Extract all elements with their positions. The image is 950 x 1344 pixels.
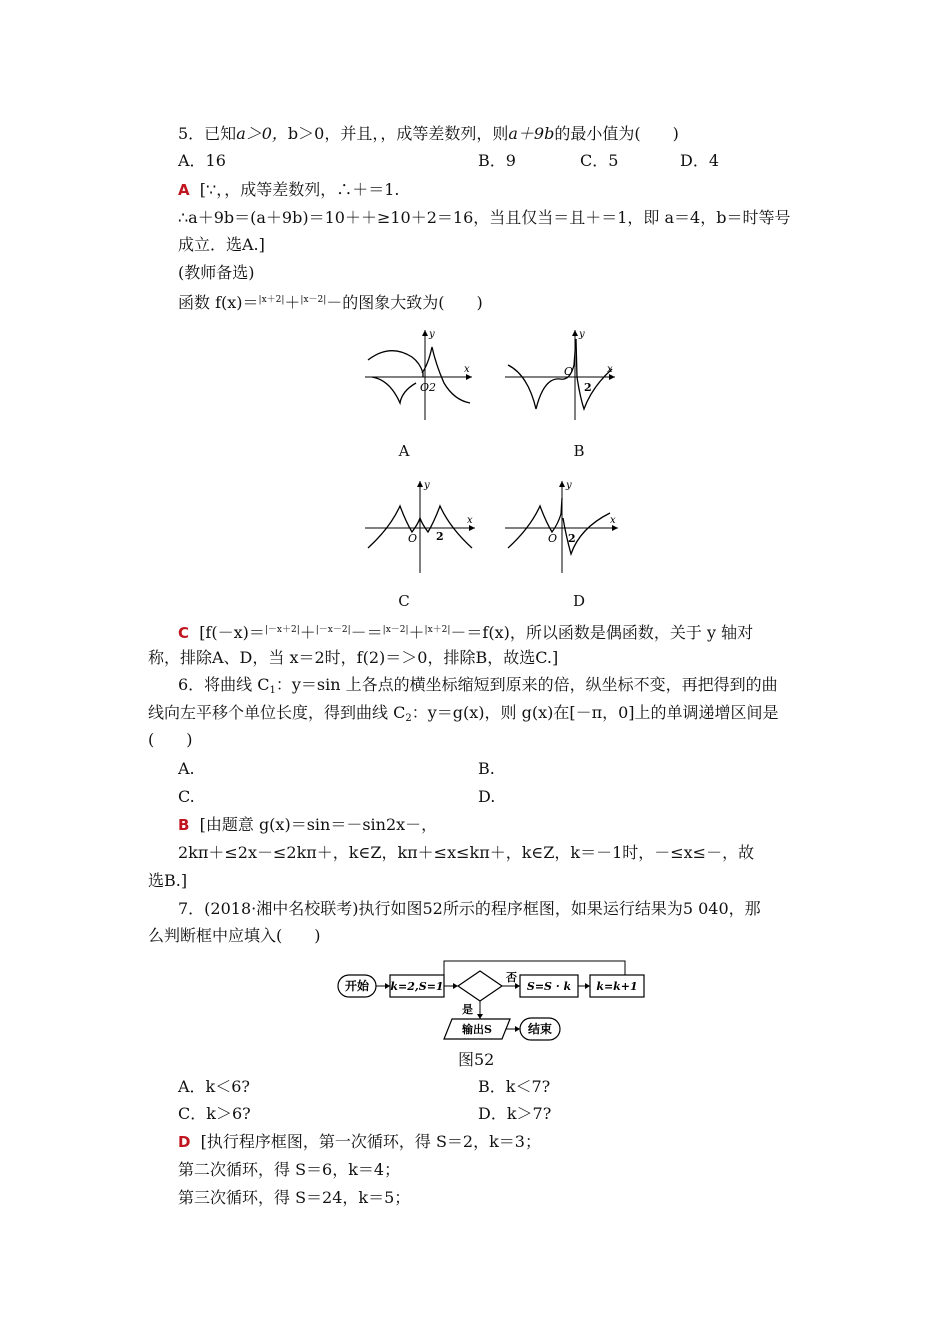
q6-option-d: D. xyxy=(478,787,496,806)
q5-stem: 5．已知a＞0，b＞0，并且，，成等差数列，则a＋9b的最小值为( ) xyxy=(178,124,679,143)
teacher-tag: (教师备选) xyxy=(178,263,255,282)
teacher-stem: 函数 f(x)＝$^{|x+2|}$＋$^{|x-2|}$－的图象大致为( ) xyxy=(178,293,483,312)
svg-text:2: 2 xyxy=(568,532,576,545)
q6-solution-2: 2kπ＋≤2x－≤2kπ＋，k∈Z，kπ＋≤x≤kπ＋，k∈Z，k＝－1时，－≤x≤－，故 xyxy=(178,843,755,862)
q7-solution-1: D [执行程序框图，第一次循环，得 S＝2，k＝3； xyxy=(178,1132,541,1151)
svg-text:y: y xyxy=(566,480,572,491)
svg-text:x: x xyxy=(464,364,470,375)
flow-decision xyxy=(458,971,502,1001)
q5-option-a: A．16 xyxy=(178,151,226,170)
svg-text:x: x xyxy=(607,364,613,375)
q6-solution-3: 选B.] xyxy=(148,871,188,890)
svg-text:O: O xyxy=(564,365,574,378)
teacher-solution-1: C [f(－x)＝$^{|-x+2|}$＋$^{|-x-2|}$－＝$^{|x-2|}$＋$^{|x+2|}$－＝f(x)，所以函数是偶函数，关于 y 轴对 xyxy=(178,623,754,642)
q6-line-1: 6．将曲线 $C_1$：y＝sin 上各点的横坐标缩短到原来的倍，纵坐标不变，再把得到的曲 xyxy=(178,675,778,696)
svg-text:O: O xyxy=(548,532,558,545)
q6-option-a: A. xyxy=(178,759,195,778)
svg-text:S=S · k: S=S · k xyxy=(526,980,572,993)
q6-option-c: C. xyxy=(178,787,195,806)
q7-option-a: A．k＜6? xyxy=(178,1077,251,1096)
svg-text:y: y xyxy=(424,480,430,491)
graph-a xyxy=(360,325,480,425)
graph-d xyxy=(500,478,620,578)
svg-text:y: y xyxy=(579,329,585,340)
q7-solution-3: 第三次循环，得 S＝24，k＝5； xyxy=(178,1188,411,1207)
svg-text:x: x xyxy=(467,515,473,526)
graph-d-label: D xyxy=(572,592,586,610)
q6-line-3: ( ) xyxy=(148,730,193,749)
graph-c xyxy=(360,478,480,578)
q6-option-b: B. xyxy=(478,759,495,778)
svg-text:k=k+1: k=k+1 xyxy=(596,980,638,993)
svg-text:2: 2 xyxy=(584,381,592,394)
svg-text:O2: O2 xyxy=(420,381,437,394)
q7-line-2: 么判断框中应填入( ) xyxy=(148,926,321,945)
q7-caption: 图52 xyxy=(458,1050,495,1069)
svg-text:x: x xyxy=(610,515,616,526)
graph-c-label: C xyxy=(398,592,410,610)
q6-solution-1: B [由题意 g(x)＝sin＝－sin2x－， xyxy=(178,815,438,834)
flowchart xyxy=(330,955,660,1050)
q7-line-1: 7．(2018·湘中名校联考)执行如图52所示的程序框图，如果运行结果为5 040，那 xyxy=(178,899,761,918)
svg-text:k=2,S=1: k=2,S=1 xyxy=(390,980,444,993)
q5-solution-1: A [∵，，成等差数列，∴＋＝1. xyxy=(178,180,400,199)
svg-text:O: O xyxy=(408,532,418,545)
svg-text:输出S: 输出S xyxy=(462,1023,492,1036)
q5-solution-3: 成立．选A.] xyxy=(178,235,265,254)
svg-text:否: 否 xyxy=(506,971,517,984)
svg-text:y: y xyxy=(429,329,435,340)
teacher-answer: C xyxy=(178,624,190,642)
graph-b xyxy=(500,325,620,425)
q5-solution-2: ∴a＋9b＝(a＋9b)＝10＋＋≥10＋2＝16，当且仅当＝且＋＝1，即 a＝4，b＝时等号 xyxy=(178,208,791,227)
svg-text:是: 是 xyxy=(462,1003,473,1016)
graph-a-label: A xyxy=(398,442,410,460)
q7-option-b: B．k＜7? xyxy=(478,1077,551,1096)
q7-option-c: C．k＞6? xyxy=(178,1104,251,1123)
q7-solution-2: 第二次循环，得 S＝6，k＝4； xyxy=(178,1160,401,1179)
q7-option-d: D．k＞7? xyxy=(478,1104,552,1123)
svg-text:结束: 结束 xyxy=(527,1022,553,1036)
q5-option-b: B．9 xyxy=(478,151,516,170)
q5-answer: A xyxy=(178,181,190,199)
graph-b-label: B xyxy=(573,442,585,460)
q7-answer: D xyxy=(178,1133,191,1151)
svg-text:2: 2 xyxy=(436,530,444,543)
q5-option-c: C．5 xyxy=(580,151,619,170)
q6-line-2: 线向左平移个单位长度，得到曲线 $C_2$：y＝g(x)，则 g(x)在[－π，0]上的单调递增区间是 xyxy=(148,703,779,724)
teacher-solution-2: 称，排除A、D，当 x＝2时，f(2)＝＞0，排除B，故选C.] xyxy=(148,648,559,667)
svg-text:开始: 开始 xyxy=(344,979,370,993)
q5-option-d: D．4 xyxy=(680,151,720,170)
q6-answer: B xyxy=(178,816,190,834)
